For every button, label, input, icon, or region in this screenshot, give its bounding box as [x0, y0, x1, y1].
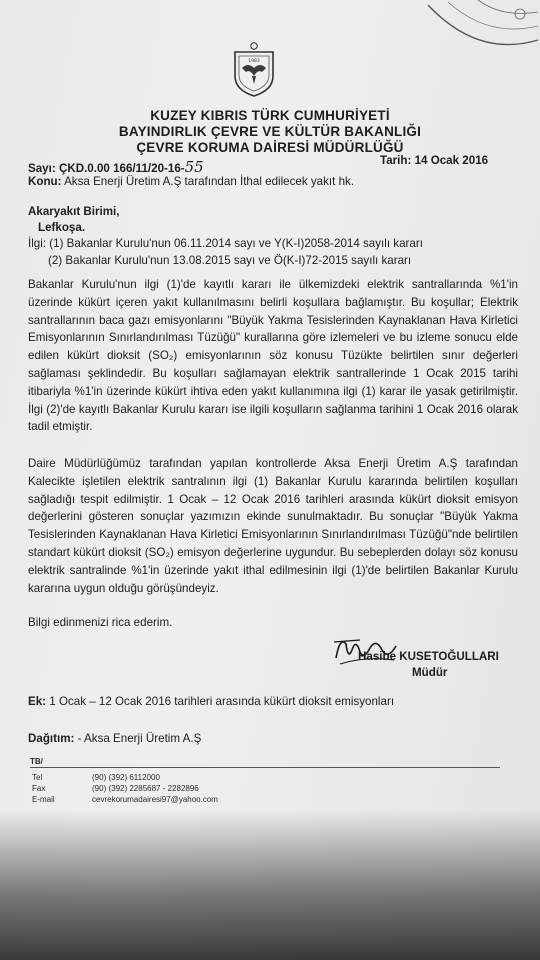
reference-1 [28, 237, 423, 250]
closing-line: Bilgi edinmenizi rica ederim. [28, 616, 173, 629]
body-paragraph-2 [28, 455, 518, 597]
paragraph-1-text: Bakanlar Kurulu'nun ilgi (1)'de kayıtlı kararı ile ülkemizdeki elektrik santrallarında %1'in üzerinde kükürt içeren yakıt kullanılmasını belirli koşullara bağlamıştır. Bu koşullar; Elektrik santrallarının baca gazı emisyonlarını "Büyük Yakma Tesislerinden Kaynaklanan Hava Kirletici Emisyonlarının Sınırlandırılması Tüzüğü" kurallarına göre izlemeleri ve bu izleme sonucu elde edilen kükürt dioksit (SO₂) emisyonlarının söz konusu Tüzükte belirtilen sınır değerleri sağlaması şeklindedir. Bu koşulları sağlamayan elektrik santrallerinde 1 Ocak 2015 tarihi itibariyla %1'in üzerinde kükürt ihtiva eden yakıt kullanımına ilgi (1) karar ile yasak getirilmiştir. İlgi (2)'de kayıtlı Bakanlar Kurulu kararı ise ilgili koşulların sağlanma tarihini 1 Ocak 2016 olarak tadil etmiştir. [28, 278, 518, 434]
tel-label: Tel [32, 773, 43, 782]
fax-label: Fax [32, 784, 46, 793]
document-date [380, 154, 488, 167]
ilgi-ref-1: (1) Bakanlar Kurulu'nun 06.11.2014 sayı ve Y(K-I)2058-2014 sayılı kararı [49, 237, 423, 250]
dagitim-text: - Aksa Enerji Üretim A.Ş [77, 732, 202, 745]
reference-number [28, 158, 204, 176]
footer-divider [30, 767, 500, 768]
email-value: cevrekorumadairesi97@yahoo.com [92, 795, 218, 804]
reference-2: (2) Bakanlar Kurulu'nun 13.08.2015 sayı ve Ö(K-I)72-2015 sayılı kararı [48, 254, 412, 267]
header-line-republic: KUZEY KIBRIS TÜRK CUMHURİYETİ [150, 108, 390, 123]
distribution-line [28, 732, 201, 745]
sayi-handwritten-suffix: 55 [184, 158, 204, 176]
tarih-label: Tarih: [380, 154, 412, 167]
fax-value: (90) (392) 2285687 - 2282896 [92, 784, 199, 793]
ek-text: 1 Ocak – 12 Ocak 2016 tarihleri arasında kükürt dioksit emisyonları [49, 695, 395, 708]
typist-initials: TB/ [30, 757, 43, 766]
tarih-value: 14 Ocak 2016 [414, 154, 489, 167]
sayi-label: Sayı: [28, 162, 56, 175]
recipient-name: Akaryakıt Birimi, [28, 205, 120, 218]
email-label: E-mail [32, 795, 55, 804]
attachment-line [28, 695, 394, 708]
ilgi-label: İlgi: [28, 237, 47, 250]
signatory-title: Müdür [412, 666, 448, 679]
state-emblem-icon [228, 38, 280, 98]
sayi-value: ÇKD.0.00 166/11/20-16- [58, 162, 185, 175]
body-paragraph-1 [28, 276, 518, 436]
tel-value: (90) (392) 6112000 [92, 773, 160, 782]
svg-text:1983: 1983 [248, 59, 260, 64]
received-stamp-icon [418, 0, 540, 60]
recipient-city: Lefkoşa. [38, 221, 86, 234]
paragraph-2-text: Daire Müdürlüğümüz tarafından yapılan kontrollerde Aksa Enerji Üretim A.Ş tarafından Kalecikte işletilen elektrik santralının ilgi (1) Bakanlar Kurulu kararında belirtilen koşulları sağladığı tespit edilmiştir. 1 Ocak – 12 Ocak 2016 tarihleri arasında kükürt dioksit emisyon değerlerini gösteren sonuçlar yazımızın ekinde sunulmaktadır. Bu sonuçlar "Büyük Yakma Tesislerinden Kaynaklanan Hava Kirletici Emisyonlarının Sınırlandırılması Tüzüğü"nde belirtilen standart kükürt dioksit (SO₂) emisyon değerlerine uygundur. Bu sebeplerden dolayı söz konusu elektrik santralinde %1'in üzerinde yakıt ithal edilmesinin ilgi (1)'de belirtilen Bakanlar Kurulu kararına uygun olduğu görüşündeyiz. [28, 457, 518, 595]
dagitim-label: Dağıtım: [28, 732, 75, 745]
header-line-department: ÇEVRE KORUMA DAİRESİ MÜDÜRLÜĞÜ [136, 140, 404, 155]
konu-label: Konu: [28, 175, 62, 188]
konu-value: Aksa Enerji Üretim A.Ş tarafından İthal edilecek yakıt hk. [64, 175, 355, 188]
subject-line [28, 175, 354, 188]
photo-shadow [0, 810, 540, 960]
header-line-ministry: BAYINDIRLIK ÇEVRE VE KÜLTÜR BAKANLIĞI [118, 124, 422, 139]
ek-label: Ek: [28, 695, 47, 708]
signatory-name: Hasibe KUSETOĞULLARI [358, 650, 499, 663]
